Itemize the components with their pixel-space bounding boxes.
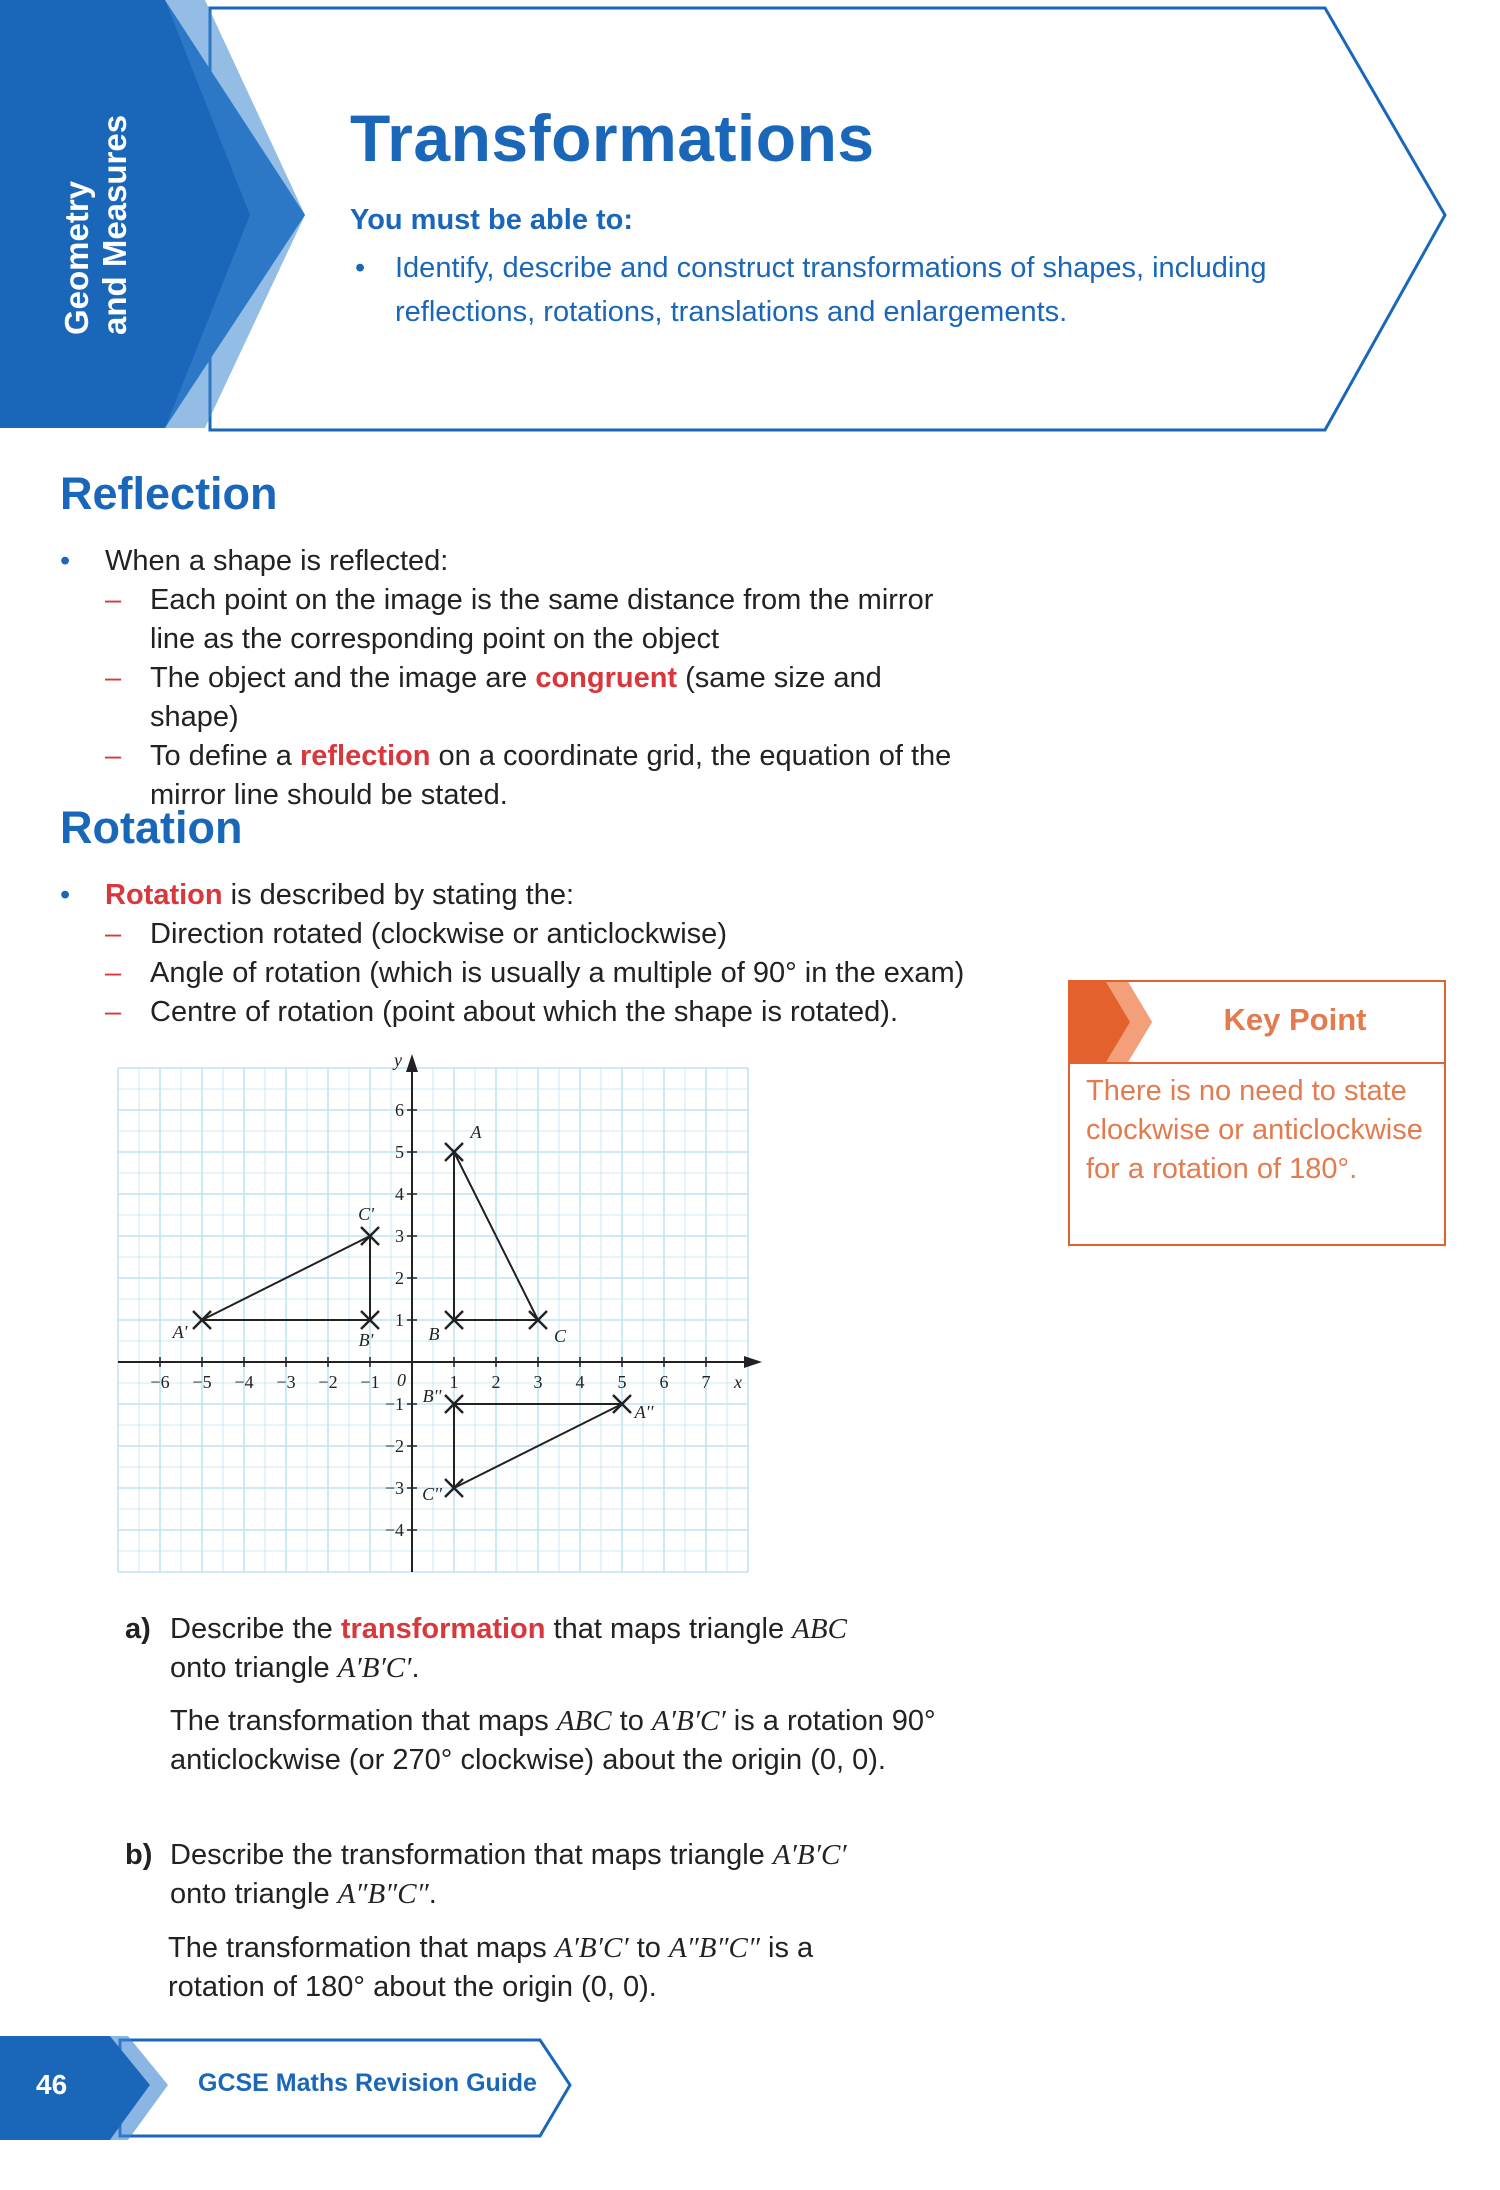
dash-icon: – — [105, 584, 122, 616]
x-tick-label: 4 — [575, 1372, 585, 1392]
y-tick-label: −2 — [384, 1436, 404, 1456]
point-label: C — [553, 1326, 567, 1346]
coordinate-grid-chart — [120, 1050, 760, 1585]
y-tick-label: 1 — [395, 1310, 404, 1330]
y-tick-label: −1 — [384, 1394, 404, 1414]
point-label: A' — [172, 1322, 188, 1342]
x-tick-label: −2 — [318, 1372, 338, 1392]
x-tick-label: −3 — [276, 1372, 296, 1392]
bullet-icon: • — [355, 252, 366, 284]
x-tick-label: 7 — [701, 1372, 711, 1392]
y-tick-label: −3 — [384, 1478, 404, 1498]
page-title: Transformations — [350, 101, 875, 175]
bullet-icon: • — [60, 879, 71, 911]
bullet-icon: • — [60, 545, 71, 577]
list-subitem: – Direction rotated (clockwise or anticlockwise) — [60, 915, 1010, 954]
reflection-heading: Reflection — [60, 468, 278, 519]
y-tick-label: 3 — [395, 1226, 404, 1246]
key-point-header — [1070, 982, 1444, 1064]
y-tick-label: 6 — [395, 1100, 404, 1120]
key-point-box — [1068, 980, 1446, 1246]
dash-icon: – — [105, 918, 122, 950]
rotation-heading: Rotation — [60, 802, 243, 853]
answer-b: The transformation that maps A′B′C′ to A″B″C″ is a rotation of 180° about the origin (0, 0). — [168, 1932, 814, 2003]
y-axis-label: y — [394, 1050, 402, 1070]
x-tick-label: 6 — [659, 1372, 669, 1392]
point-label: B — [428, 1324, 440, 1344]
list-subitem: – Centre of rotation (point about which the shape is rotated). — [60, 993, 1010, 1032]
dash-icon: – — [105, 662, 122, 694]
x-tick-label: 1 — [449, 1372, 459, 1392]
point-label: C'' — [422, 1484, 442, 1504]
y-tick-label: 4 — [395, 1184, 404, 1204]
list-subitem: – Each point on the image is the same distance from the mirror line as the corresponding point on the object — [60, 581, 970, 659]
x-tick-label: −6 — [150, 1372, 170, 1392]
dash-icon: – — [105, 996, 122, 1028]
x-tick-label: −1 — [360, 1372, 380, 1392]
list-item: • Rotation is described by stating the: — [60, 876, 1010, 915]
axis-ticks — [150, 1050, 742, 1540]
point-label: A — [470, 1122, 482, 1142]
origin-label: 0 — [397, 1370, 406, 1390]
question-b: b) Describe the transformation that maps triangle A′B′C′ onto triangle A″B″C″. — [125, 1839, 847, 1910]
point-label: B' — [358, 1330, 374, 1350]
section-label: Geometry and Measures — [58, 114, 133, 335]
x-tick-label: 2 — [491, 1372, 501, 1392]
header-banner — [0, 0, 1500, 440]
y-tick-label: −4 — [384, 1520, 404, 1540]
arrow-icon — [1070, 982, 1170, 1062]
answer-a: The transformation that maps ABC to A′B′C′ is a rotation 90° anticlockwise (or 270° clockwise) about the origin (0, 0). — [170, 1705, 936, 1776]
key-point-text: There is no need to state clockwise or anticlockwise for a rotation of 180°. — [1086, 1075, 1423, 1185]
objectives-item: • Identify, describe and construct transformations of shapes, including reflections, rotations, translations and enlargements. — [355, 246, 1305, 334]
list-subitem: – Angle of rotation (which is usually a multiple of 90° in the exam) — [60, 954, 1010, 993]
x-tick-label: 3 — [533, 1372, 543, 1392]
dash-icon: – — [105, 740, 122, 772]
point-label: B'' — [422, 1386, 442, 1406]
point-label: A'' — [634, 1402, 654, 1422]
point-label: C' — [358, 1204, 374, 1224]
rotation-list — [60, 876, 1010, 1032]
dash-icon: – — [105, 957, 122, 989]
y-axis-arrow — [406, 1054, 418, 1072]
x-tick-label: −4 — [234, 1372, 254, 1392]
reflection-list — [60, 542, 970, 815]
list-subitem: – To define a reflection on a coordinate grid, the equation of the mirror line should be stated. — [60, 737, 970, 815]
objectives-label: You must be able to: — [350, 204, 634, 236]
list-subitem: – The object and the image are congruent (same size and shape) — [60, 659, 970, 737]
x-tick-label: 5 — [617, 1372, 627, 1392]
book-title: GCSE Maths Revision Guide — [198, 2069, 537, 2097]
x-axis-arrow — [744, 1356, 762, 1368]
y-tick-label: 2 — [395, 1268, 404, 1288]
page-number: 46 — [36, 2069, 68, 2100]
y-tick-label: 5 — [395, 1142, 404, 1162]
question-a: a) Describe the transformation that maps triangle ABC onto triangle A′B′C′. — [125, 1613, 847, 1684]
x-axis-label: x — [734, 1372, 742, 1392]
x-tick-label: −5 — [192, 1372, 212, 1392]
key-point-title: Key Point — [1223, 1002, 1367, 1037]
list-item: • When a shape is reflected: — [60, 542, 970, 581]
